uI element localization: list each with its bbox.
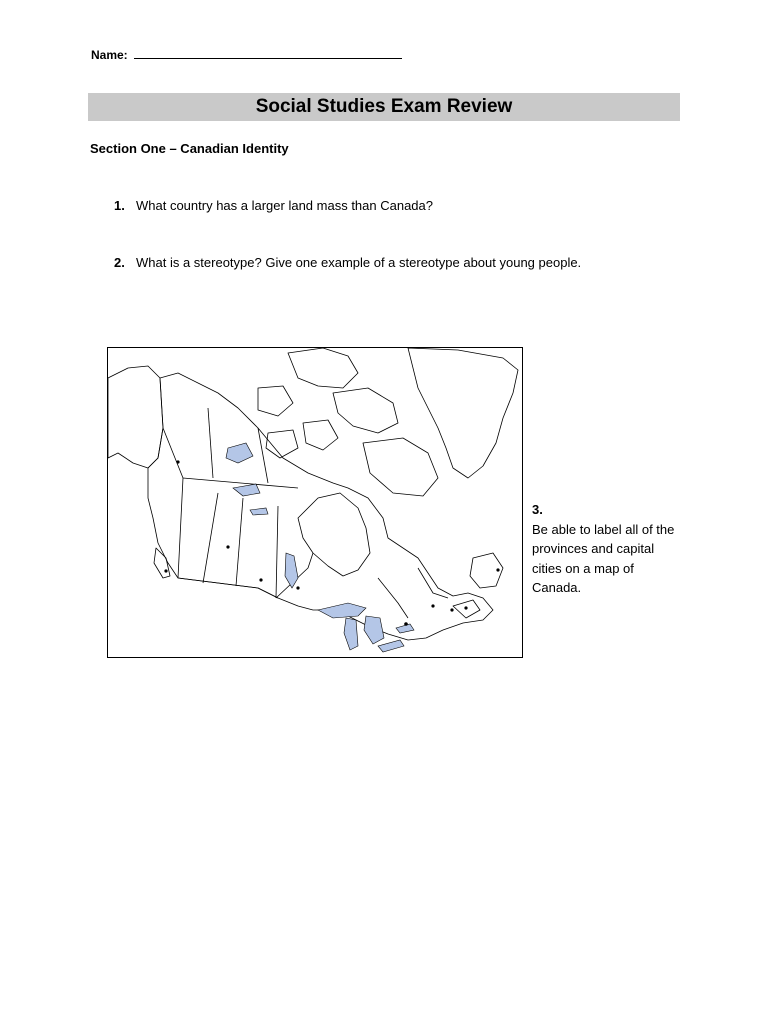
great-bear-lake: [226, 443, 253, 463]
arctic-island-outline: [363, 438, 438, 496]
alaska-outline: [108, 366, 163, 468]
title-bar: [88, 93, 680, 121]
lake-winnipeg: [285, 553, 298, 588]
question-text: What is a stereotype? Give one example of a stereotype about young people.: [136, 255, 582, 270]
question-text: What country has a larger land mass than Canada?: [136, 198, 434, 213]
province-boundary: [418, 568, 448, 598]
capital-dot-toronto: [404, 622, 408, 626]
lake-erie: [378, 640, 404, 652]
page-title: Social Studies Exam Review: [255, 96, 513, 117]
name-field: [91, 46, 402, 62]
arctic-island-outline: [288, 348, 358, 388]
province-boundary: [163, 428, 183, 578]
capital-dot-edmonton: [226, 545, 229, 548]
capital-dot-halifax: [464, 606, 467, 609]
arctic-island-outline: [303, 420, 338, 450]
question-3: [532, 500, 682, 598]
capital-dot-regina: [259, 578, 262, 581]
canada-map-image: [108, 348, 522, 657]
question-2: [114, 255, 581, 270]
name-blank-line[interactable]: [134, 46, 402, 59]
capital-dot-fredericton: [450, 608, 453, 611]
arctic-island-outline: [258, 386, 293, 416]
province-boundary: [208, 408, 213, 478]
hudson-bay-outline: [298, 493, 370, 576]
mainland-outline: [148, 373, 493, 640]
province-boundary: [203, 493, 218, 583]
capital-dot-st-johns: [496, 568, 499, 571]
province-boundary: [378, 578, 408, 618]
question-number: 2.: [114, 255, 125, 270]
question-number: 3.: [532, 502, 543, 517]
section-heading: Section One – Canadian Identity: [90, 141, 289, 156]
lake-superior: [318, 603, 366, 618]
question-1: [114, 198, 433, 213]
lake-michigan: [344, 618, 358, 650]
question-number: 1.: [114, 198, 125, 213]
province-boundary: [236, 498, 243, 586]
capital-dot-winnipeg: [296, 586, 299, 589]
province-boundary: [276, 506, 278, 598]
capital-dot-victoria: [164, 569, 167, 572]
capital-dot-quebec: [431, 604, 434, 607]
capital-dot-whitehorse: [176, 460, 179, 463]
lake-athabasca: [250, 508, 268, 515]
border-line: [178, 578, 278, 598]
great-slave-lake: [233, 484, 260, 496]
question-text: Be able to label all of the provinces and capital cities on a map of Canada.: [532, 521, 675, 595]
lake-huron: [364, 616, 384, 644]
name-label: Name:: [91, 48, 128, 62]
greenland-outline: [408, 348, 518, 478]
arctic-island-outline: [333, 388, 398, 433]
canada-map: [107, 347, 523, 658]
arctic-island-outline: [266, 430, 298, 458]
province-boundary: [258, 428, 268, 483]
